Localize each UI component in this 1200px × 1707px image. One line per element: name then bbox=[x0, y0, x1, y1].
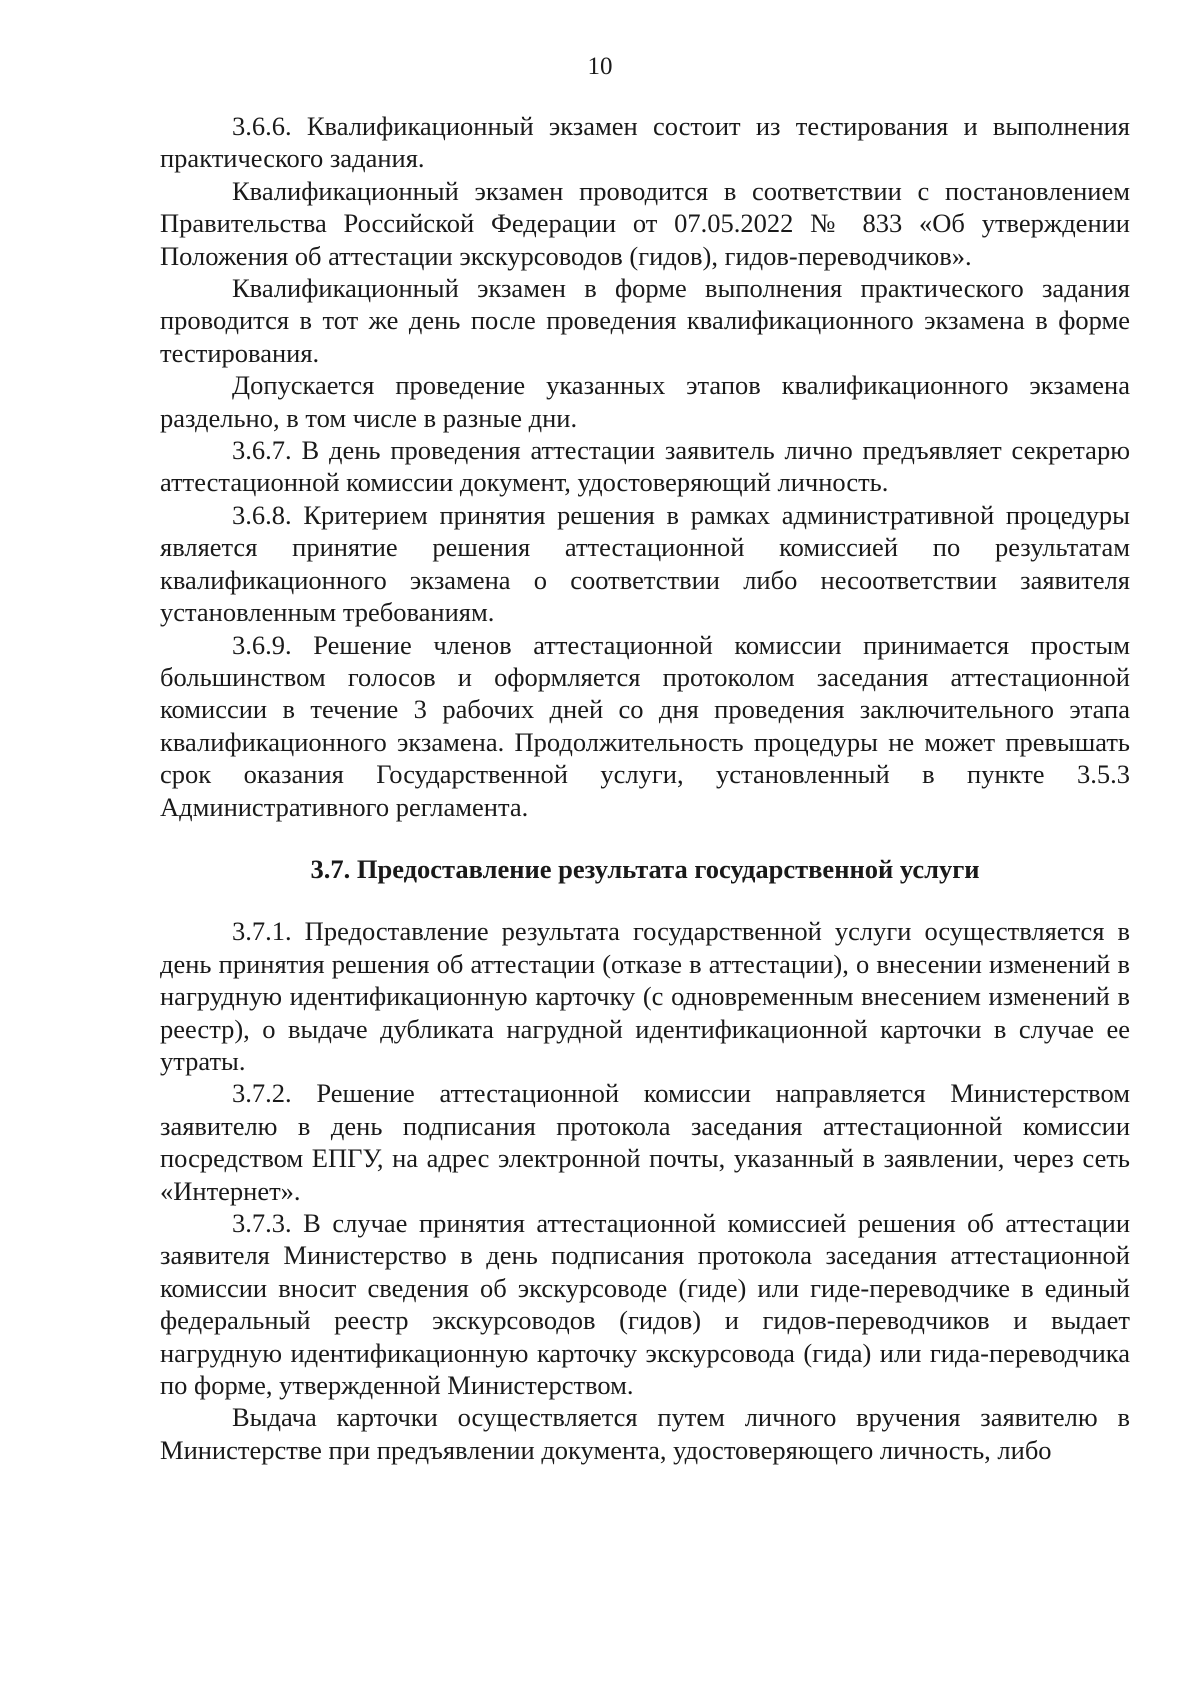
paragraph-3-6-8: 3.6.8. Критерием принятия решения в рамках административной процедуры является принятие решения аттестационной комиссией по результатам квалификационного экзамена о соответствии либо несоответствии заявителя установленным требованиям. bbox=[160, 499, 1130, 628]
paragraph-3-6-9: 3.6.9. Решение членов аттестационной комиссии принимается простым большинством голосов и оформляется протоколом заседания аттестационной комиссии в течение 3 рабочих дней со дня проведения заключительного этапа квалификационного экзамена. Продолжительность процедуры не может превышать срок оказания Государственной услуги, установленный в пункте 3.5.3 Административного регламента. bbox=[160, 629, 1130, 822]
section-heading-3-7: 3.7. Предоставление результата государственной услуги bbox=[310, 853, 980, 884]
paragraph-card-issuance: Выдача карточки осуществляется путем личного вручения заявителю в Министерстве при предъявлении документа, удостоверяющего личность, либо bbox=[160, 1402, 1130, 1465]
paragraph-3-7-3: 3.7.3. В случае принятия аттестационной комиссией решения об аттестации заявителя Министерство в день подписания протокола заседания аттестационной комиссии вносит сведения об экскурсоводе (гиде) или гиде-переводчике в единый федеральный реестр экскурсоводов (гидов) и гидов-переводчиков и выдает нагрудную идентификационную карточку экскурсовода (гида) или гида-переводчика по форме, утвержденной Министерством. bbox=[160, 1208, 1130, 1401]
paragraph-3-7-1: 3.7.1. Предоставление результата государственной услуги осуществляется в день принятия решения об аттестации (отказе в аттестации), о внесении изменений в нагрудную идентификационную карточку (с одновременным внесением изменений в реестр), о выдаче дубликата нагрудной идентификационной карточки в случае ее утраты. bbox=[160, 916, 1130, 1076]
paragraph-practical-task: Квалификационный экзамен в форме выполнения практического задания проводится в тот же день после проведения квалификационного экзамена в форме тестирования. bbox=[160, 273, 1130, 368]
paragraph-3-7-2: 3.7.2. Решение аттестационной комиссии направляется Министерством заявителю в день подписания протокола заседания аттестационной комиссии посредством ЕПГУ, на адрес электронной почты, указанный в заявлении, через сеть «Интернет». bbox=[160, 1078, 1130, 1206]
paragraph-3-6-6: 3.6.6. Квалификационный экзамен состоит из тестирования и выполнения практического задания. bbox=[160, 111, 1130, 174]
paragraph-3-6-7: 3.6.7. В день проведения аттестации заявитель лично предъявляет секретарю аттестационной комиссии документ, удостоверяющий личность. bbox=[160, 435, 1130, 498]
paragraph-exam-legal-basis: Квалификационный экзамен проводится в соответствии с постановлением Правительства Российской Федерации от 07.05.2022 № 833 «Об утверждении Положения об аттестации экскурсоводов (гидов), гидов-переводчиков». bbox=[160, 175, 1130, 271]
document-body bbox=[160, 110, 1130, 1466]
paragraph-separate-stages: Допускается проведение указанных этапов квалификационного экзамена раздельно, в том числе в разные дни. bbox=[160, 370, 1130, 433]
page-number: 10 bbox=[587, 53, 613, 80]
